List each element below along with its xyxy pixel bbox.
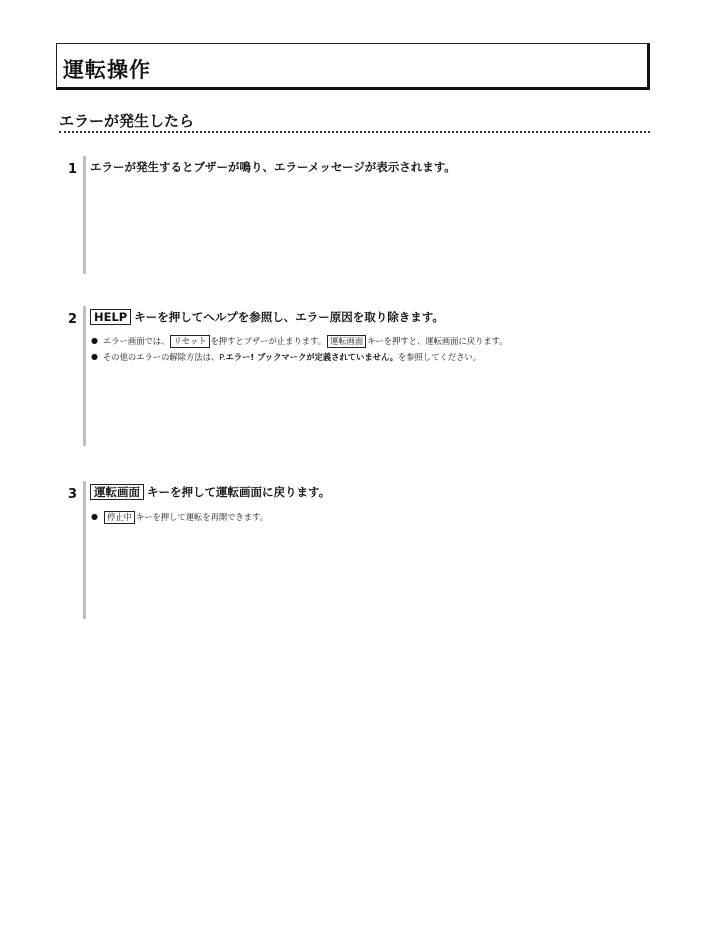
list-item [90,351,508,363]
bullet-icon: ● [91,512,98,521]
step-heading-text: キーを押してヘルプを参照し、エラー原因を取り除きます。 [134,310,444,324]
run-screen-key-label: 運転画面 [327,335,366,348]
step-heading [90,484,330,500]
cross-reference-link[interactable]: エラー! ブックマークが定義されていません。 [225,352,399,362]
bullet-text: を参照してください。 [398,352,482,362]
list-item [90,511,268,524]
step-2 [60,306,660,448]
section-divider [59,131,650,133]
bullet-text: エラー画面では、 [103,336,170,346]
page-title: 運転操作 [63,58,151,82]
step-number: 1 [68,162,78,177]
step-bullets [90,511,268,527]
bullet-text: を押すとブザーが止まります。 [210,336,326,346]
bullet-text: その他のエラーの解除方法は、P. [103,352,226,362]
bullet-icon: ● [91,336,98,345]
step-bar [83,156,86,274]
bullet-text: キーを押すと、運転画面に戻ります。 [367,336,508,346]
step-3 [60,481,660,621]
step-1 [60,156,660,276]
reset-key-label: リセット [170,335,209,348]
step-bar [83,306,86,446]
step-number: 3 [68,487,78,502]
step-bar [83,481,86,619]
run-screen-key-label: 運転画面 [90,484,144,500]
step-number: 2 [68,312,78,327]
section-heading: エラーが発生したら [59,112,195,130]
step-heading: エラーが発生するとブザーが鳴り、エラーメッセージが表示されます。 [90,160,456,174]
bullet-text: キーを押して運転を再開できます。 [135,512,268,522]
help-key-label: HELP [90,309,131,325]
step-heading [90,309,444,325]
page-title-box [56,43,650,90]
list-item [90,335,508,348]
bullet-icon: ● [91,352,98,361]
step-bullets [90,335,508,366]
step-heading-text: キーを押して運転画面に戻ります。 [147,485,331,499]
stopped-key-label: 停止中 [104,511,135,524]
